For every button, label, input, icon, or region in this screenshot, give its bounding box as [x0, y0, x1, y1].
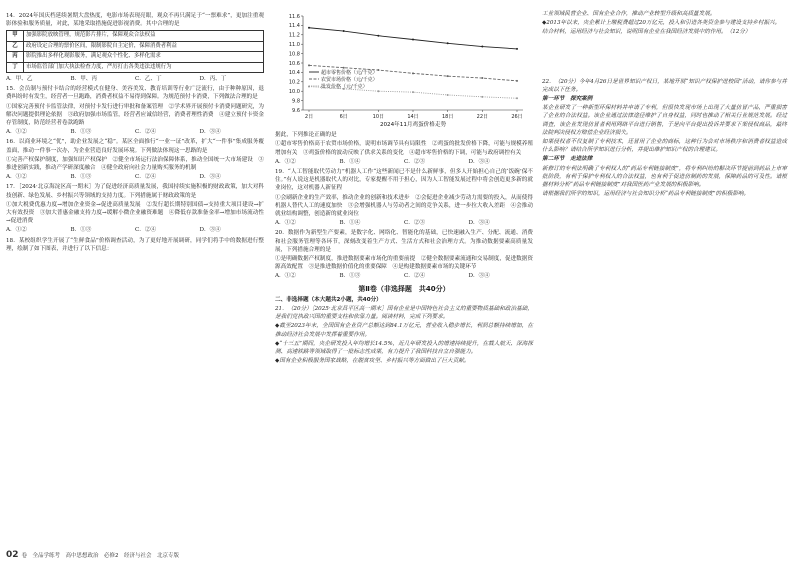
- q22-part1-body: 某企业研发了一种新型环保材料并申请了专利，但很快发现市场上出现了大量仿冒产品，严重损害了企业的合法权益。该企业通过法律途径维护了自身权益，同时也推动了相关行业规范发展。经过调查，该企业发现仿冒者利用网络平台进行销售，于是向平台提出投诉并要求下架侵权商品，最终法院判决侵权方赔偿企业经济损失。: [542, 105, 787, 136]
- q14-options: [6, 75, 264, 83]
- data-point: [447, 94, 449, 96]
- data-point: [343, 67, 345, 69]
- data-point: [516, 97, 518, 99]
- option: D．③④: [468, 158, 490, 165]
- table-key: 丁: [7, 62, 24, 72]
- q20-items: ①是明确数据产权制度，推进数据要素市场化的重要前提 ②健全数据要素流通和交易制度，促进数据资源高效配置 ③是推进数据价值化的重要保障 ④是构建数据要素市场的关键环节: [275, 256, 533, 271]
- q18-items: ①超市零售价格高于农贸市场价格，说明市场调节具有局限性 ②鸡蛋的批发价格下降，可能与规模养殖增加有关 ③鸡蛋价格的波动反映了供求关系的变化 ④超市零售价格的下调，可能与政府调控有关: [275, 141, 533, 156]
- option: C．②④: [135, 129, 157, 136]
- option: D．③④: [199, 227, 221, 234]
- table-cell: 影院推出多样化观影服务，满足观众个性化、多样化需求: [24, 52, 264, 62]
- q14-table: [6, 30, 264, 73]
- y-tick-label: 9.8: [292, 98, 300, 105]
- q18-options: [275, 158, 533, 166]
- data-point: [308, 64, 310, 66]
- data-point: [481, 96, 483, 98]
- series-line: [309, 28, 517, 49]
- table-row: [7, 41, 264, 51]
- option: B．①③: [70, 227, 92, 234]
- q15-stem: 15．会员制与预付卡结合的经营模式在健身、美容美发、教育培训等行业广泛流行，由于种种原因，退费纠纷时有发生，经营者一旦跑路，消费者权益不易得到保障。为规范预付卡消费，下列做法合理的是: [6, 86, 264, 101]
- data-point: [308, 27, 310, 29]
- q15-options: [6, 128, 264, 136]
- data-point: [447, 42, 449, 44]
- y-tick-label: 11.2: [288, 32, 300, 39]
- option: B．①③: [339, 273, 361, 280]
- x-tick-label: 18日: [441, 114, 454, 120]
- q18-text: 据此，下列推论正确的是: [275, 132, 337, 139]
- x-tick-label: 10日: [372, 114, 385, 120]
- page-number: 02: [6, 550, 19, 560]
- part2-heading: 二、非选择题（本大题共2小题，共40分）: [275, 296, 382, 303]
- option: A．甲、乙: [6, 76, 33, 83]
- q21-material-1: ◆截至2023年末，全国国有企业资产总额达到84.1万亿元，营业收入稳步增长，利润总额持续增加，在推动经济社会发展中发挥着重要作用。: [275, 323, 533, 338]
- q21-stem: 21．（20分）［2025·北京昌平区高一期末］国有企业是中国特色社会主义的重要物质基础和政治基础，是我们党执政兴国的重要支柱和依靠力量。阅读材料，完成下列要求。: [275, 306, 533, 321]
- footer-text: 卷 全品学练考 高中思想政治 必修2 经济与社会 北京专版: [21, 553, 180, 559]
- column-middle: [275, 10, 533, 366]
- table-key: 乙: [7, 41, 24, 51]
- option: C．②④: [404, 273, 426, 280]
- q22-part2-title: 第二环节 走进法律: [542, 156, 593, 163]
- table-cell: 市场监管部门加大执法检查力度，严厉打击各类违法违规行为: [24, 62, 264, 72]
- table-key: 甲: [7, 31, 24, 41]
- q21-material-cont: 工业领域民营企业、国有企业合作，推动产业转型升级和高质量发展。: [542, 11, 716, 17]
- y-tick-label: 10.0: [288, 89, 300, 95]
- y-tick-label: 11.6: [288, 13, 300, 20]
- table-cell: 加强影院放映管理，规范影片排片，保障观众合法权益: [24, 31, 264, 41]
- option: C．乙、丁: [135, 76, 162, 83]
- table-cell: 政府设定合理的票价区间，限制影院自主定价，保障消费者利益: [24, 41, 264, 51]
- data-point: [412, 72, 414, 74]
- option: A．①②: [275, 220, 296, 227]
- y-tick-label: 10.4: [288, 70, 300, 77]
- option: B．①③: [70, 129, 92, 136]
- data-point: [377, 35, 379, 37]
- data-point: [412, 91, 414, 93]
- legend-label: 农贸市场价格（元/千克）: [321, 76, 378, 83]
- q20-options: [275, 272, 533, 280]
- q17-items: ①加大税费优惠力度→增加企业资金→促进高质量发展 ②发行超长期特别国债→支持重大项目建设→扩大有效投资 ③加大普惠金融支持力度→缓解小微企业融资难题 ④降低存款准备金率→增加市场流动性→促进消费: [6, 201, 264, 225]
- x-tick-label: 14日: [407, 114, 419, 120]
- q17-options: [6, 226, 264, 234]
- x-tick-label: 2日: [304, 114, 314, 120]
- y-tick-label: 10.6: [288, 60, 300, 67]
- q16-options: [6, 173, 264, 181]
- data-point: [447, 75, 449, 77]
- data-point: [412, 39, 414, 41]
- q21-task: 结合材料，运用经济与社会知识，说明国有企业在我国经济发展中的作用。（12分）: [542, 29, 751, 36]
- option: A．①②: [275, 158, 296, 165]
- q22-part1-body2: 如果侵权者不仅复制了专利技术，还冒用了企业的商标，这种行为会对市场秩序和消费者权益造成什么影响？请结合所学知识进行分析，并提出维护知识产权的合理建议。: [542, 139, 787, 154]
- option: B．甲、丙: [70, 76, 97, 83]
- q19-items: ①会刷新企业的生产效率，推动企业的创新和技术进步 ②会促进企业减少劳动力需要的投入，从而使得机器人替代人工的速度加快 ③会增强机器人与劳动者之间的竞争关系，进一步拉大收入差距 ④会推动就业结构调整，创造新的就业岗位: [275, 194, 533, 218]
- q22-part1-title: 第一环节 探究案例: [542, 96, 593, 103]
- y-tick-label: 9.6: [292, 107, 300, 114]
- data-point: [481, 77, 483, 79]
- q16-items: ①完善产权保护制度，加强知识产权保护 ②健全市场运行法治保障体系，推动全国统一大市场建设 ③推进创新实践，推动产学研深度融合 ④健全政府向社会力量购买服务的机制: [6, 156, 264, 172]
- option: B．①③: [70, 174, 92, 181]
- option: A．①②: [275, 273, 296, 280]
- legend-label: 超市零售价格（元/千克）: [321, 69, 378, 76]
- x-tick-label: 6日: [339, 114, 348, 120]
- legend-label: 批发价格（元/千克）: [321, 83, 368, 90]
- option: A．①②: [6, 227, 27, 234]
- option: B．①④: [339, 158, 361, 165]
- option: D．丙、丁: [199, 76, 227, 83]
- q22-stem: 22．（20分）今年4月26日是世界知识产权日，某地开展“知识产权保护进校园”活动，请你参与并完成以下任务。: [542, 78, 787, 93]
- table-key: 丙: [7, 52, 24, 62]
- q21-material-4: ◆2013年以来，央企累计上缴税费超过20万亿元，投入和引进各类资金参与建设支持乡村振兴。: [542, 20, 781, 27]
- table-row: [7, 52, 264, 62]
- egg-price-chart: [275, 10, 533, 128]
- option: D．③④: [468, 273, 490, 280]
- y-tick-label: 11.4: [288, 23, 300, 30]
- column-left: [6, 10, 264, 254]
- table-row: [7, 62, 264, 72]
- option: A．①②: [6, 129, 27, 136]
- y-tick-label: 11.0: [288, 42, 300, 48]
- option: D．③④: [468, 220, 490, 227]
- option: C．②③: [404, 158, 426, 165]
- q16-stem: 16．以商业环境之“优”，助企业发展之“稳”。某区全面推行“一业一证”改革，扩大“一件事”集成服务覆盖面，推动一件事一次办，为企业营造良好发展环境。下列做法体现这一思路的是: [6, 139, 264, 154]
- column-right: [542, 10, 787, 199]
- option: C．②④: [135, 174, 157, 181]
- data-point: [481, 46, 483, 48]
- option: D．③④: [199, 174, 221, 181]
- option: B．①④: [339, 220, 361, 227]
- option: A．①②: [6, 174, 27, 181]
- option: C．②④: [135, 227, 157, 234]
- page-footer: [6, 550, 179, 560]
- part2-title: 第Ⅱ卷（非选择题 共40分）: [358, 284, 450, 293]
- y-tick-label: 10.8: [288, 51, 300, 58]
- q19-options: [275, 219, 533, 227]
- q14-stem: 14．2024年国庆档延续暑期大盘热度，电影市场表现亮眼，观众不再只满足于“一票难求”，更加注重观影体验和服务质量，对此，某地采取措施促进影视消费。其中合理的是: [6, 13, 264, 28]
- q17-stem: 17．［2024·北京海淀区高一期末］为了促进经济高质量发展，我国持续实施积极的财政政策，加大对科技创新、绿色发展、乡村振兴等领域的支持力度。下列措施属于财政政策的是: [6, 184, 264, 199]
- q21-material-2: ◆“十三五”期间，央企研发投入年均增长14.5%，近几年研发投入的增速持续提升，在载人航天、深海探测、高速铁路等领域取得了一批标志性成果，有力提升了我国科技自立自强能力。: [275, 340, 533, 356]
- q20-stem: 20．数据作为新型生产要素，是数字化、网络化、智能化的基础，已快速融入生产、分配、流通、消费和社会服务管理等各环节，深刻改变着生产方式、生活方式和社会治理方式。为推动数据要素高质量发展，下列措施合理的是: [275, 230, 533, 253]
- data-point: [377, 90, 379, 92]
- table-row: [7, 31, 264, 41]
- x-tick-label: 22日: [476, 114, 489, 120]
- q18-stem: 18．某校组织学生开展了“生鲜食品”价格调查活动，为了更好地开展调研，同学们将手中的数据进行整理，绘制了如下图表，并进行了以下信息：: [6, 237, 264, 252]
- x-tick-label: 26日: [511, 114, 523, 120]
- q22-part2-task: 请根据我们所学的知识，运用经济与社会知识分析“药品专利链接制度”的积极影响。: [542, 191, 750, 198]
- q19-stem: 19．“人工智能取代劳动力”机器人工作“这些新闻已不是什么新鲜事，但多人开始担心自己的‘饭碗’保不住。”有人说这是机器取代人的对比，专家提醒不用于担心，因为人工智能发展过程中将会创造更多新的就业岗位，这对机器人新征程: [275, 169, 533, 192]
- option: C．②③: [404, 220, 426, 227]
- data-point: [516, 48, 518, 50]
- q15-items: ①国家完善预付卡监管法律，对预付卡发行进行审批和备案管理 ②学术界开展预付卡消费问题研究，为解决问题提供理论依据 ③政府加强市场监管，经营者应诚信经营，消费者理性消费 ④建立预付卡资金存管制度，防范经营者卷款跑路: [6, 103, 264, 127]
- y-tick-label: 10.2: [288, 79, 300, 86]
- data-point: [343, 30, 345, 32]
- answer-space: [542, 38, 787, 78]
- data-point: [516, 80, 518, 82]
- q22-part2-body: 新修订的专利法明确了专利权人的“药品专利链接制度”，将专利纠纷的解决环节提前到药品上市审批阶段，有利于保护专利权人的合法权益，也有利于促进仿制药的发展，保障药品的可及性。请根据材料分析“药品专利链接制度”对我国医药产业发展的积极影响。: [542, 165, 787, 189]
- option: D．③④: [199, 129, 221, 136]
- chart-title: 2024年11月鸡蛋价格走势: [379, 122, 447, 128]
- q21-material-3: ◆国有企业积极服务国家战略，在脱贫攻坚、乡村振兴等方面做出了巨大贡献。: [275, 358, 470, 365]
